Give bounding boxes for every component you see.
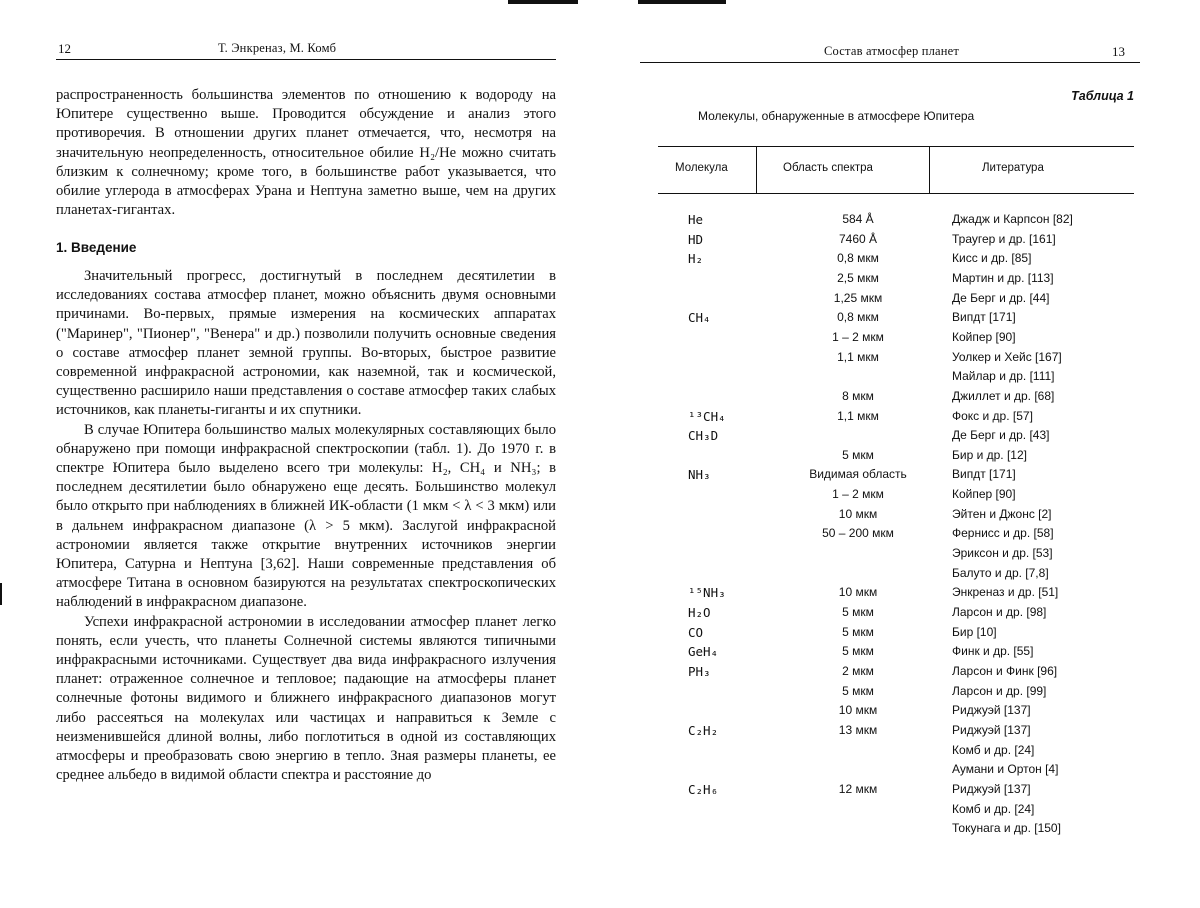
reference-cell: Энкреназ и др. [51] [952,585,1059,600]
table-row [600,487,1200,505]
column-header-references: Литература [982,162,1044,174]
page-number: 12 [58,41,71,56]
spectrum-value: 2 мкм [842,663,874,678]
spectrum-value: 10 мкм [838,585,878,600]
reference-cell: Кисс и др. [85] [952,251,1032,266]
main-text [56,267,556,785]
paragraph: Значительный прогресс, достигнутый в последнем десятилетии в исследованиях состава атмосфер планет, можно объяснить двумя основными причинами. Во-первых, прямые измерения на космических аппаратах ("Маринер", "Пионер", "Венера" и др.) позволили получить основные сведения о составе атмосфер планет земной группы. Во-вторых, быстрое развитие современной инфракрасной астрономии, как наземной, так и космической, существенно расширило наши представления о составе атмосфер таких слабых источников, как планеты-гиганты и их спутники. [56,268,556,419]
intro-text [56,86,556,220]
column-header-molecule: Молекула [675,162,728,174]
spectrum-value: 5 мкм [842,605,874,619]
reference-cell: Випдт [171] [952,467,1016,482]
spectrum-value: 1,25 мкм [833,290,883,305]
spectrum-value: 584 Å [842,212,874,226]
table-row [600,467,1200,485]
molecule-cell: CH₄ [688,310,711,326]
table-row [600,350,1200,368]
reference-cell: Риджуэй [137] [952,722,1031,737]
molecule-cell: CO [688,624,704,640]
column-divider [756,146,757,194]
reference-cell: Випдт [171] [952,310,1016,325]
reference-cell: Койпер [90] [952,487,1016,502]
spectrum-value: 1,1 мкм [837,349,879,364]
reference-cell: Риджуэй [137] [952,781,1031,796]
running-head: Т. Энкреназ, М. Комб [218,41,337,55]
page-edge-mark [508,0,578,4]
molecule-cell: NH₃ [688,467,711,483]
spectrum-value: 8 мкм [842,388,874,403]
reference-cell: Комб и др. [24] [952,801,1035,816]
molecule-cell: HD [688,231,704,247]
spectrum-value: 5 мкм [842,624,874,639]
reference-cell: Джиллет и др. [68] [952,388,1055,403]
reference-cell: Ларсон и др. [98] [952,605,1047,619]
table-caption: Молекулы, обнаруженные в атмосфере Юпитера [698,109,975,123]
spectrum-value: 10 мкм [838,703,878,718]
table-row [600,684,1200,702]
reference-cell: Майлар и др. [111] [952,369,1055,384]
table-row [600,566,1200,584]
spectrum-value: 7460 Å [838,231,878,246]
running-head: Состав атмосфер планет [824,44,960,58]
spectrum-value: 10 мкм [838,506,878,521]
table-row [600,232,1200,250]
header-rule [56,59,556,60]
reference-cell: Уолкер и Хейс [167] [952,349,1062,364]
table-row [600,644,1200,662]
table-row [600,369,1200,387]
page-edge-mark [638,0,726,4]
reference-cell: Фернисс и др. [58] [952,526,1054,541]
molecule-cell: C₂H₂ [688,722,719,738]
molecule-cell: He [688,212,704,227]
reference-cell: Финк и др. [55] [952,644,1034,659]
spectrum-value: 13 мкм [838,722,878,737]
table-row [600,664,1200,682]
spectrum-value: 0,8 мкм [837,251,879,266]
table-row [600,310,1200,328]
reference-cell: Де Берг и др. [44] [952,290,1050,305]
table-row [600,507,1200,525]
reference-cell: Де Берг и др. [43] [952,428,1050,443]
table-row [600,743,1200,761]
table-label: Таблица 1 [1071,89,1134,103]
spectrum-value: 0,8 мкм [837,310,879,325]
spectrum-value: 5 мкм [842,683,874,698]
page-number: 13 [1112,44,1125,59]
reference-cell: Траугер и др. [161] [952,231,1056,246]
reference-cell: Бир [10] [952,624,997,639]
spectrum-value: 50 – 200 мкм [822,526,894,541]
table-row [600,330,1200,348]
molecule-cell: C₂H₆ [688,781,719,797]
spectrum-value: 12 мкм [838,781,878,796]
column-divider [929,146,930,194]
reference-cell: Ларсон и др. [99] [952,683,1047,698]
table-row [600,821,1200,839]
table-top-rule [658,146,1134,147]
reference-cell: Фокс и др. [57] [952,408,1033,423]
reference-cell: Койпер [90] [952,329,1016,344]
right-page [600,0,1200,908]
column-header-spectrum: Область спектра [783,162,873,174]
section-title: 1. Введение [56,240,137,255]
table-row [600,782,1200,800]
spectrum-value: 5 мкм [842,644,874,659]
paragraph: В случае Юпитера большинство малых молекулярных составляющих было обнаружено при помощи инфракрасной спектроскопии (табл. 1). До 1970 г. в спектре Юпитера было выделено всего три молекулы: H₂, CH₄ и NH₃; в последнем десятилетии было обнаружено еще десять. Большинство молекул было открыто при наблюдениях в ближней ИК-области (1 мкм < λ < 3 мкм) или в дальнем инфракрасном диапазоне (λ > 5 мкм). Заслугой инфракрасной астрономии является также открытие внутренних источников энергии Юпитера, Сатурна и Нептуна [3,62]. Наши современные представления об атмосфере Титана в основном базируются на результатах спектроскопических наблюдений в инфракрасном диапазоне. [56,421,556,611]
molecule-cell: GeH₄ [688,644,719,660]
table-row [600,251,1200,269]
spectrum-value: 1,1 мкм [837,408,879,423]
spectrum-value: 1 – 2 мкм [832,487,884,502]
molecule-cell: H₂ [688,251,704,267]
table-row [600,802,1200,820]
table-row [600,625,1200,643]
molecule-cell: ¹³CH₄ [688,408,726,424]
reference-cell: Ларсон и Финк [96] [952,663,1058,678]
table-header-rule [658,193,1134,194]
intro-paragraph: распространенность большинства элементов по отношению к водороду на Юпитере существенно выше. Проводится обсуждение и анализ этого противоречия. В отношении других планет отмечается, что, несмотря на значительную неопределенность, относительное обилие H₂/He можно считать близким к солнечному; кроме того, в большинстве работ указывается, что обилие углерода в атмосферах Урана и Нептуна заметно выше, чем на других планетах-гигантах. [56,87,556,219]
reference-cell: Балуто и др. [7,8] [952,565,1049,580]
table-row [600,585,1200,603]
margin-mark [0,583,2,605]
reference-cell: Бир и др. [12] [952,447,1027,462]
reference-cell: Джадж и Карпсон [82] [952,212,1073,226]
table-row [600,271,1200,289]
reference-cell: Комб и др. [24] [952,742,1035,757]
table-row [600,448,1200,466]
spectrum-value: Видимая область [809,467,907,482]
table-row [600,212,1200,230]
table-row [600,526,1200,544]
table-row [600,546,1200,564]
reference-cell: Эриксон и др. [53] [952,546,1053,561]
table-row [600,409,1200,427]
spectrum-value: 2,5 мкм [837,270,879,285]
molecule-cell: ¹⁵NH₃ [688,585,726,601]
reference-cell: Риджуэй [137] [952,703,1031,718]
table-row [600,703,1200,721]
table-row [600,723,1200,741]
spectrum-value: 5 мкм [842,447,874,462]
reference-cell: Токунага и др. [150] [952,821,1061,836]
molecule-cell: H₂O [688,605,711,620]
table-row [600,389,1200,407]
molecule-cell: CH₃D [688,428,719,444]
table-row [600,291,1200,309]
header-rule [640,62,1140,63]
table-row [600,428,1200,446]
spectrum-value: 1 – 2 мкм [832,329,884,344]
reference-cell: Аумани и Ортон [4] [952,762,1059,777]
paragraph: Успехи инфракрасной астрономии в исследовании атмосфер планет легко понять, если учесть, что планеты Солнечной системы являются типичными инфракрасными источниками. Существует два вида инфракрасного излучения планет: отраженное солнечное и тепловое; падающие на атмосферы планет солнечные фотоны видимого и ближнего инфракрасного диапазонов могут либо рассеяться на молекулах или частицах и направиться к Земле с неизменившейся длиной волны, либо поглотиться в одной из составляющих атмосферы и преобразовать свою энергию в тепло. Зная размеры планеты, ее среднее альбедо в видимой области спектра и расстояние до [56,613,556,784]
reference-cell: Эйтен и Джонс [2] [952,506,1052,521]
molecule-cell: PH₃ [688,663,711,679]
reference-cell: Мартин и др. [113] [952,270,1054,285]
table-row [600,605,1200,623]
table-row [600,762,1200,780]
